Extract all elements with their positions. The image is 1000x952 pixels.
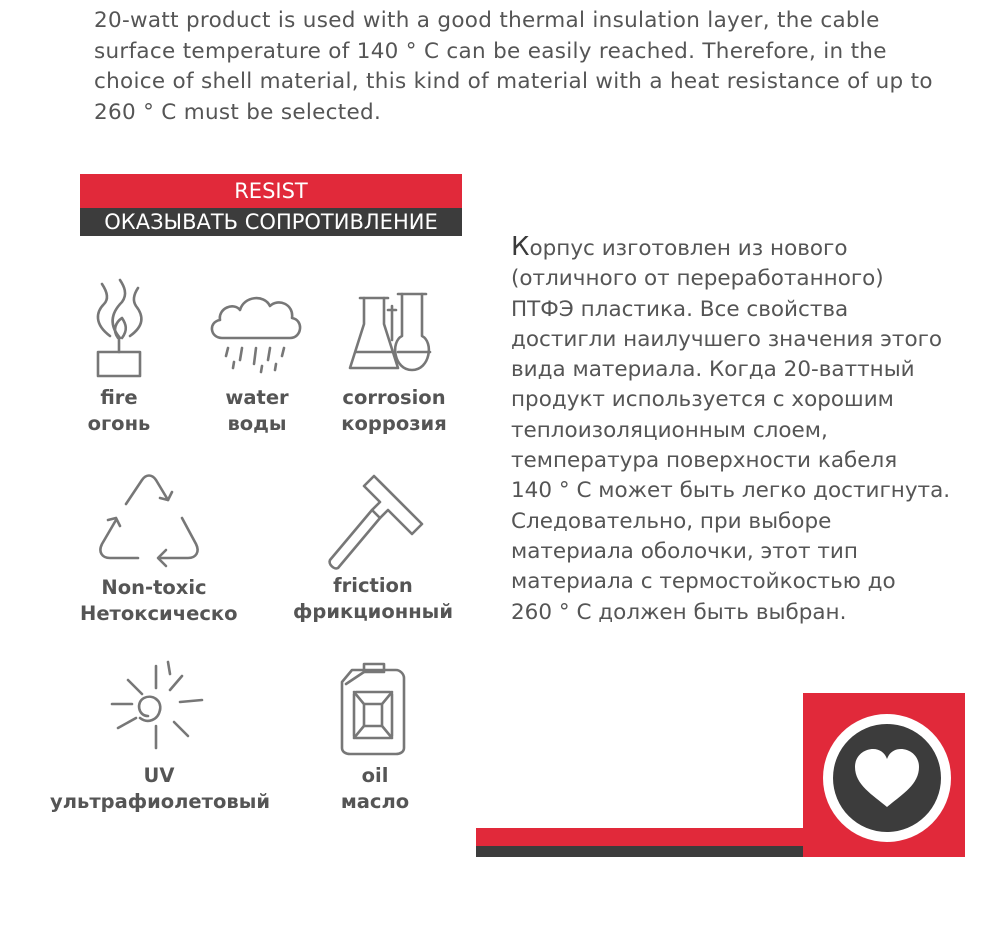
intro-line: surface temperature of 140 ° C can be easily reached. Therefore, in the <box>94 38 887 64</box>
intro-line: 20-watt product is used with a good thermal insulation layer, the cable <box>94 8 880 33</box>
desc-line: вида материала. Когда 20-ваттный <box>511 357 915 383</box>
fire-icon <box>88 276 152 380</box>
corrosion-label <box>338 386 450 435</box>
desc-line: 260 ° C должен быть выбран. <box>511 599 847 625</box>
uv-label-en: UV <box>143 764 175 787</box>
fire-label <box>78 386 160 435</box>
uv-label-ru: ультрафиолетовый <box>50 790 270 813</box>
desc-line: (отличного от переработанного) <box>511 266 884 292</box>
desc-line: Следовательно, при выборе <box>511 508 832 534</box>
intro-line: 260 ° C must be selected. <box>94 99 382 125</box>
resist-banner-ru: ОКАЗЫВАТЬ СОПРОТИВЛЕНИЕ <box>80 208 462 236</box>
corrosion-label-ru: коррозия <box>341 412 447 435</box>
sun-icon <box>108 660 204 752</box>
oil-label-en: oil <box>361 764 389 787</box>
fire-label-ru: огонь <box>87 412 151 435</box>
desc-line: ПТФЭ пластика. Все свойства <box>511 296 849 322</box>
cloud-rain-icon <box>206 290 304 374</box>
oil-label-ru: масло <box>340 790 410 813</box>
uv-label <box>50 764 268 813</box>
decor-bar-red <box>476 828 803 846</box>
resist-banner-en: RESIST <box>80 174 462 208</box>
non-toxic-label-ru: Нетоксическо <box>80 602 238 625</box>
friction-label-en: friction <box>333 574 413 597</box>
desc-line: достигли наилучшего значения этого <box>511 326 943 352</box>
russian-description <box>511 232 951 628</box>
fire-label-en: fire <box>100 386 138 409</box>
intro-paragraph <box>94 6 954 128</box>
water-label <box>216 386 298 435</box>
intro-line: choice of shell material, this kind of material with a heat resistance of up to <box>94 69 933 94</box>
desc-line: материала оболочки, этот тип <box>511 538 858 564</box>
desc-line: теплоизоляционным слоем, <box>511 417 828 443</box>
recycle-icon <box>96 470 202 574</box>
hammer-icon <box>326 474 426 576</box>
heart-icon <box>803 693 965 857</box>
friction-label <box>292 574 454 623</box>
decor-bar-dark <box>476 846 803 857</box>
desc-line: температура поверхности кабеля <box>511 448 898 474</box>
oil-label <box>332 764 418 813</box>
non-toxic-label-en: Non-toxic <box>101 576 207 599</box>
desc-line <box>511 232 951 264</box>
dropcap: К <box>511 232 530 262</box>
jerrycan-icon <box>338 662 408 758</box>
desc-line: продукт используется с хорошим <box>511 387 894 413</box>
desc-line-text: орпус изготовлен из нового <box>529 236 848 261</box>
friction-label-ru: фрикционный <box>293 600 453 623</box>
corrosion-label-en: corrosion <box>342 386 446 409</box>
non-toxic-label <box>80 576 238 625</box>
flask-icon <box>346 290 438 376</box>
water-label-en: water <box>225 386 289 409</box>
water-label-ru: воды <box>227 412 287 435</box>
heart-badge <box>803 693 965 857</box>
desc-line: 140 ° C может быть легко достигнута. <box>511 478 951 504</box>
desc-line: материала с термостойкостью до <box>511 569 896 595</box>
